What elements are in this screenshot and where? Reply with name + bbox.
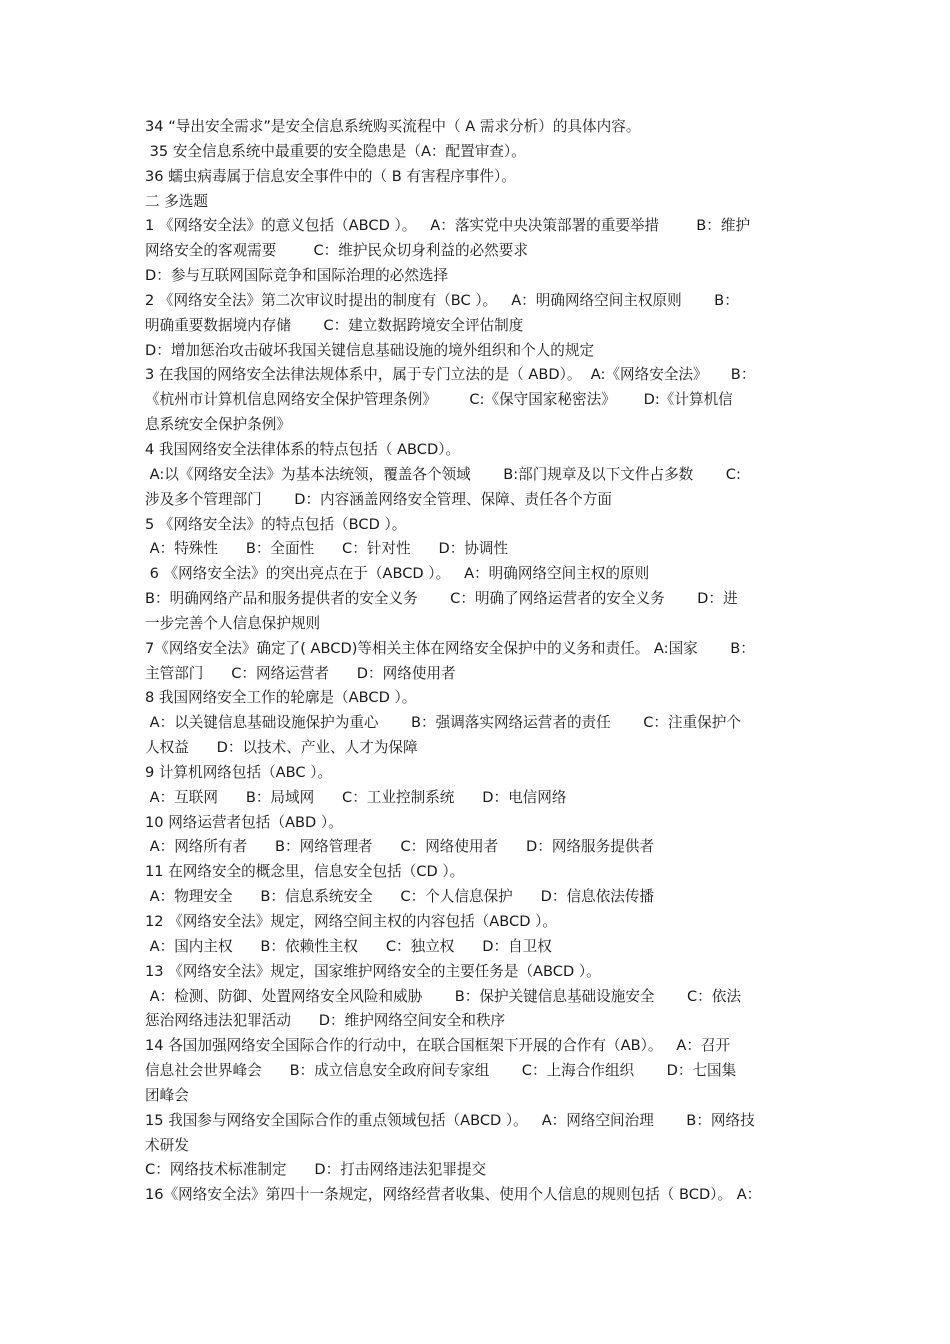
text-line: 涉及多个管理部门 D：内容涵盖网络安全管理、保障、责任各个方面 <box>145 490 612 508</box>
text-line: A：国内主权 B：依赖性主权 C：独立权 D：自卫权 <box>145 937 552 955</box>
text-line: 惩治网络违法犯罪活动 D：维护网络空间安全和秩序 <box>145 1012 506 1030</box>
text-line: 9 计算机网络包括（ABC ）。 <box>145 763 333 781</box>
text-line: 14 各国加强网络安全国际合作的行动中，在联合国框架下开展的合作有（AB）。 A：召开 <box>145 1037 731 1055</box>
text-line: 36 蠕虫病毒属于信息安全事件中的（ B 有害程序事件）。 <box>145 167 516 185</box>
text-line: 6 《网络安全法》的突出亮点在于（ABCD ）。 A：明确网络空间主权的原则 <box>145 565 650 583</box>
text-line: 主管部门 C：网络运营者 D：网络使用者 <box>145 664 456 682</box>
text-line: A：网络所有者 B：网络管理者 C：网络使用者 D：网络服务提供者 <box>145 838 655 856</box>
text-line: 34 “导出安全需求”是安全信息系统购买流程中（ A 需求分析）的具体内容。 <box>145 118 641 135</box>
text-line: 术研发 <box>145 1136 189 1154</box>
text-line: 35 安全信息系统中最重要的安全隐患是（A：配置审查）。 <box>145 142 526 160</box>
text-line: 1 《网络安全法》的意义包括（ABCD ）。 A：落实党中央决策部署的重要举措 B：维护 <box>145 217 751 235</box>
text-line: 《杭州市计算机信息网络安全保护管理条例》 C:《保守国家秘密法》 D:《计算机信 <box>145 391 733 409</box>
text-line: 一步完善个人信息保护规则 <box>145 614 321 632</box>
text-line: 11 在网络安全的概念里，信息安全包括（CD ）。 <box>145 863 465 881</box>
text-line: 二 多选题 <box>145 192 209 210</box>
text-line: 13 《网络安全法》规定，国家维护网络安全的主要任务是（ABCD ）。 <box>145 962 601 980</box>
text-line: 10 网络运营者包括（ABD ）。 <box>145 813 343 831</box>
text-line: C：网络技术标准制定 D：打击网络违法犯罪提交 <box>145 1161 487 1179</box>
text-line: A：特殊性 B：全面性 C：针对性 D：协调性 <box>145 540 509 558</box>
text-line: 人权益 D：以技术、产业、人才为保障 <box>145 739 418 757</box>
text-line: 15 我国参与网络安全国际合作的重点领域包括（ABCD ）。 A：网络空间治理 B：网络技 <box>145 1111 755 1129</box>
text-line: 4 我国网络安全法律体系的特点包括（ ABCD）。 <box>145 440 461 458</box>
text-line: A:以《网络安全法》为基本法统领，覆盖各个领域 B:部门规章及以下文件占多数 C: <box>145 465 741 483</box>
text-line: D：参与互联网国际竞争和国际治理的必然选择 <box>145 267 449 285</box>
text-line: 5 《网络安全法》的特点包括（BCD ）。 <box>145 515 407 533</box>
text-line: 团峰会 <box>145 1086 189 1104</box>
text-line: 16《网络安全法》第四十一条规定，网络经营者收集、使用个人信息的规则包括（ BCD）。 A： <box>145 1186 762 1204</box>
text-line: 7《网络安全法》确定了( ABCD)等相关主体在网络安全保护中的义务和责任。 A:国家 B： <box>145 639 755 657</box>
text-line: 12 《网络安全法》规定，网络空间主权的内容包括（ABCD ）。 <box>145 913 557 930</box>
text-line: A：互联网 B：局域网 C：工业控制系统 D：电信网络 <box>145 788 567 806</box>
text-line: 8 我国网络安全工作的轮廓是（ABCD ）。 <box>145 689 417 707</box>
text-line: 2 《网络安全法》第二次审议时提出的制度有（BC ）。 A：明确网络空间主权原则 B： <box>145 291 739 309</box>
text-line: A：物理安全 B：信息系统安全 C：个人信息保护 D：信息依法传播 <box>145 888 655 906</box>
text-line: 3 在我国的网络安全法律法规体系中，属于专门立法的是（ ABD）。 A:《网络安全法》 B： <box>145 366 756 384</box>
text-line: B：明确网络产品和服务提供者的安全义务 C：明确了网络运营者的安全义务 D：进 <box>145 590 738 608</box>
text-line: 网络安全的客观需要 C：维护民众切身利益的必然要求 <box>145 242 528 260</box>
document-body <box>145 115 810 1208</box>
text-line: 明确重要数据境内存储 C：建立数据跨境安全评估制度 <box>145 316 524 334</box>
text-line: D：增加惩治攻击破坏我国关键信息基础设施的境外组织和个人的规定 <box>145 341 595 359</box>
text-line: A：检测、防御、处置网络安全风险和威胁 B：保护关键信息基础设施安全 C：依法 <box>145 987 741 1005</box>
text-line: 信息社会世界峰会 B：成立信息安全政府间专家组 C：上海合作组织 D：七国集 <box>145 1062 737 1080</box>
text-line: 息系统安全保护条例》 <box>145 416 291 434</box>
text-line: A：以关键信息基础设施保护为重心 B：强调落实网络运营者的责任 C：注重保护个 <box>145 714 741 732</box>
